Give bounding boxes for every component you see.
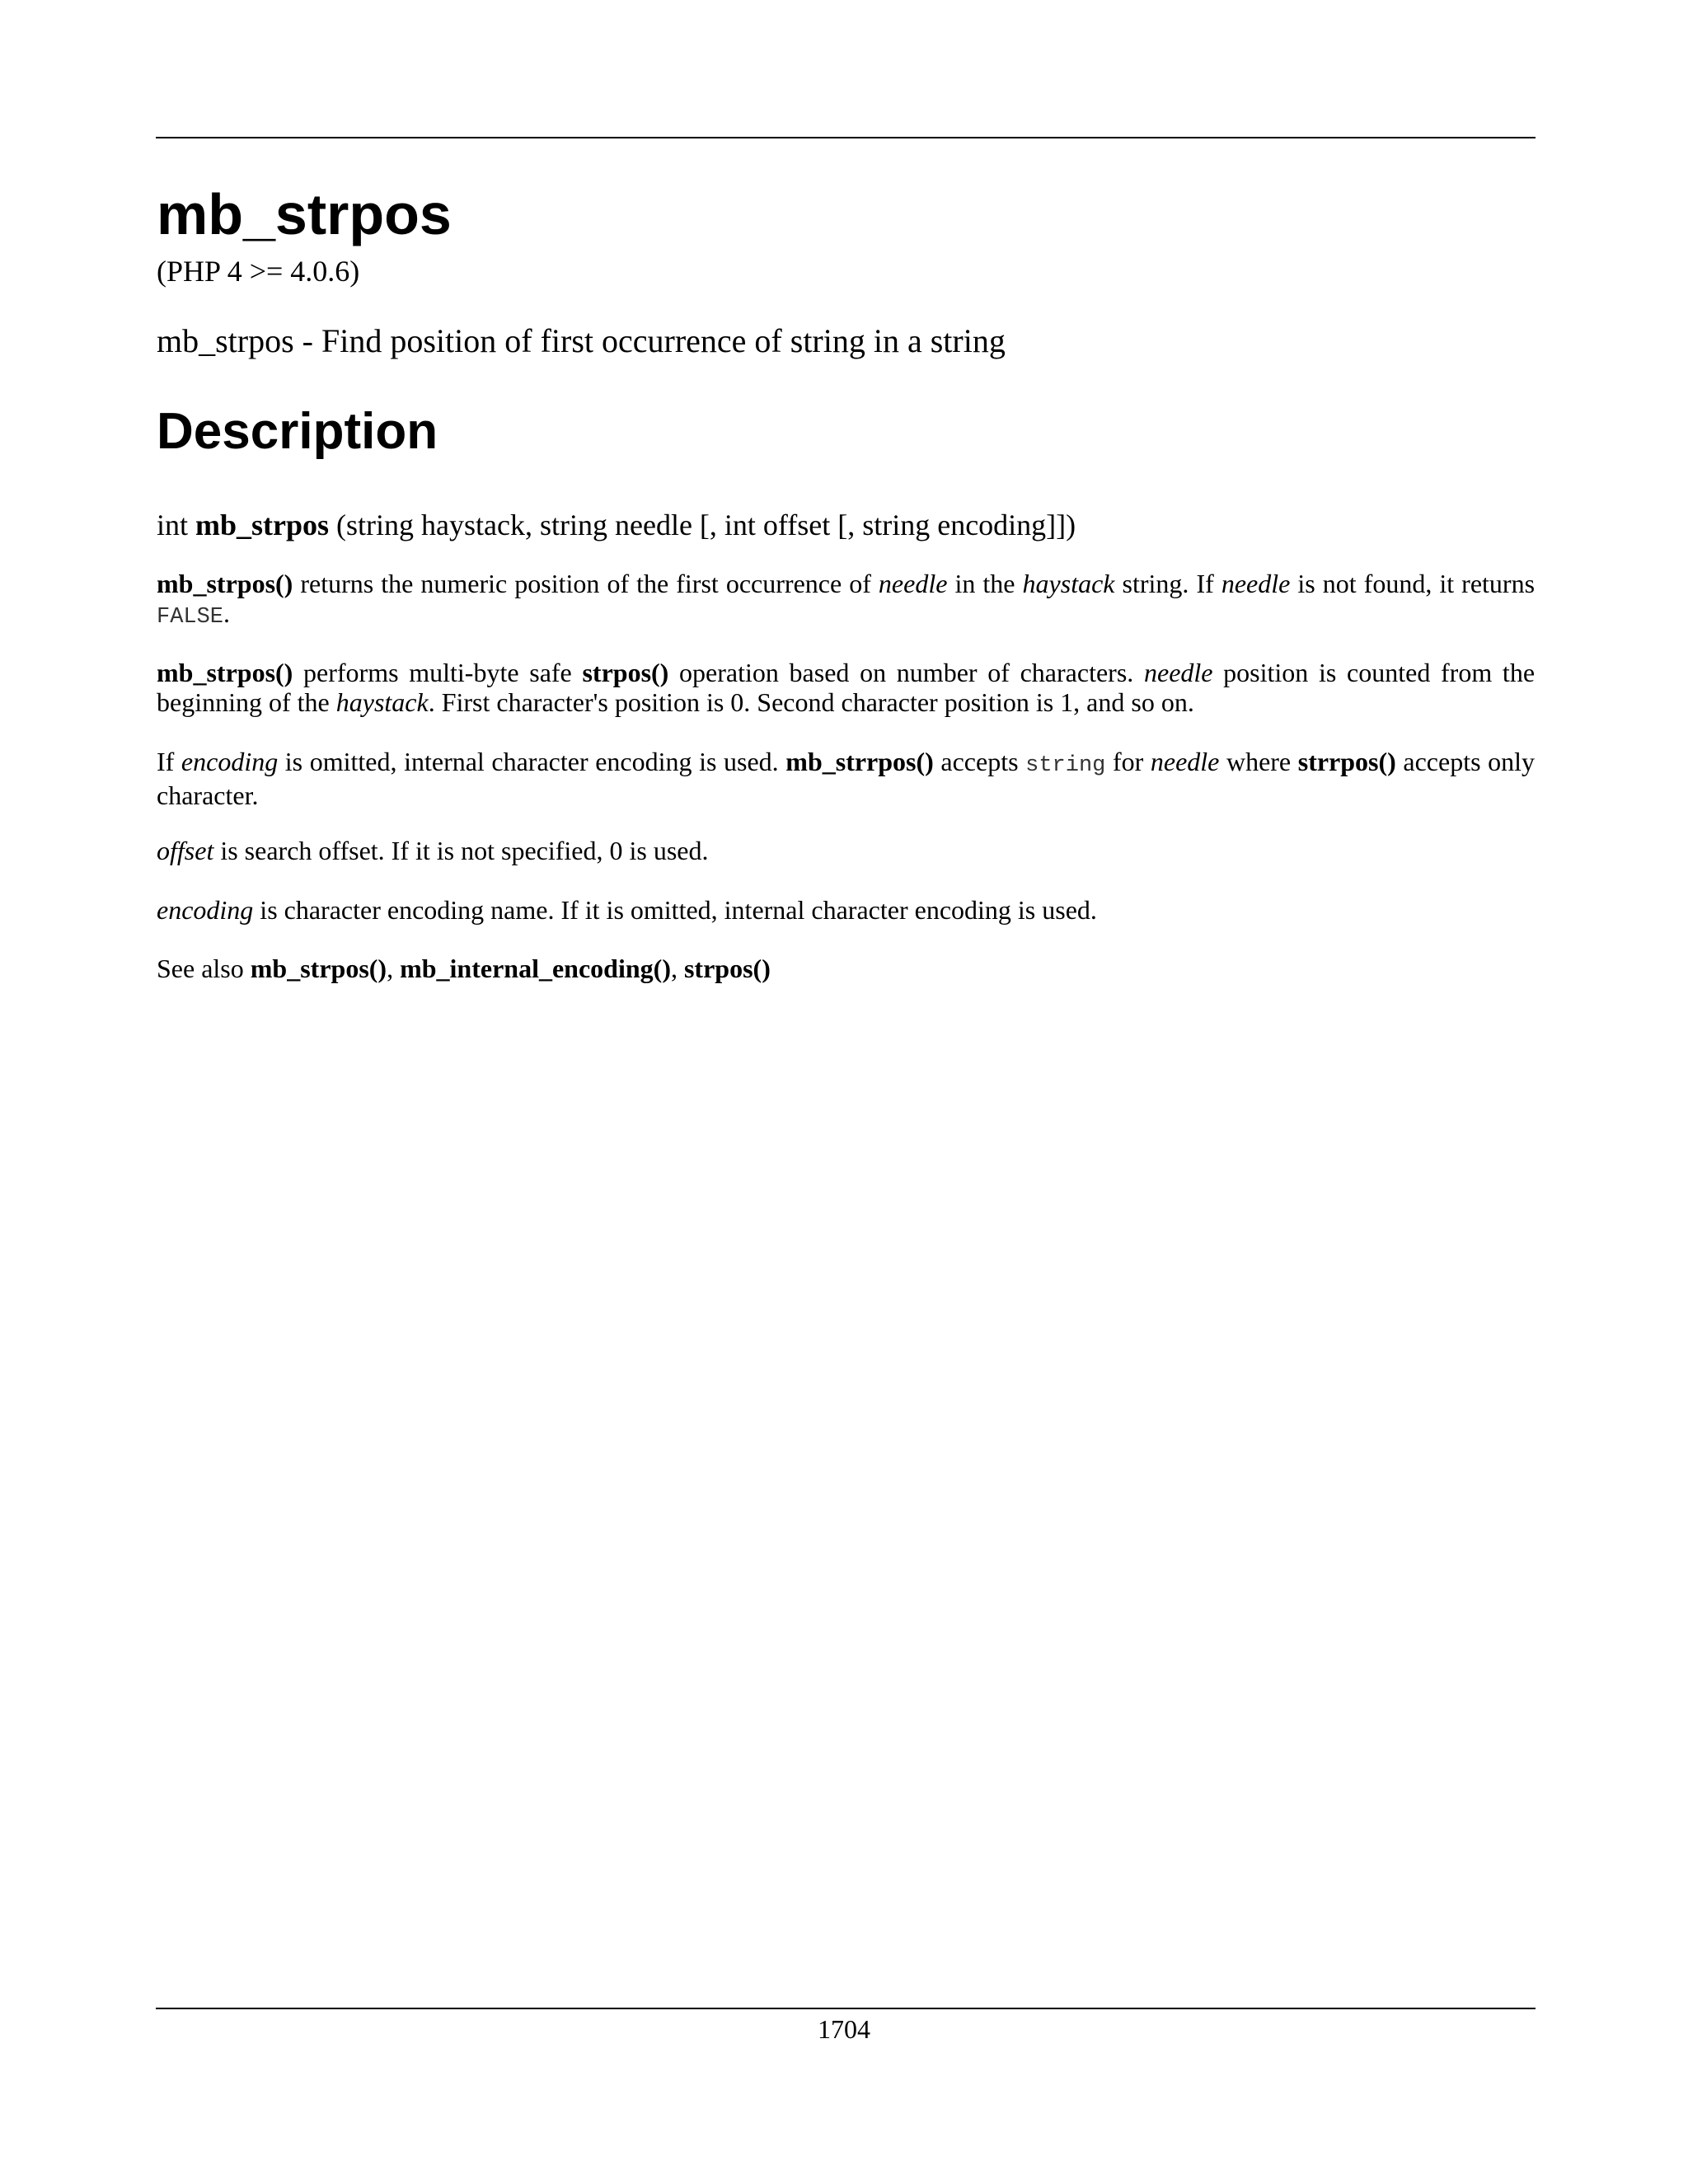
header-rule bbox=[156, 137, 1536, 138]
separator: , bbox=[670, 954, 684, 983]
text-run: for bbox=[1105, 747, 1151, 776]
text-run: where bbox=[1219, 747, 1298, 776]
text-run: . First character's position is 0. Second character position is 1, and so on. bbox=[428, 687, 1194, 717]
function-ref: strrpos() bbox=[1297, 747, 1396, 776]
param-ref: needle bbox=[1143, 658, 1213, 687]
param-ref: offset bbox=[157, 836, 214, 865]
function-name: mb_strpos bbox=[195, 509, 330, 541]
text-run: operation based on number of characters. bbox=[668, 658, 1144, 687]
paragraph-returns bbox=[157, 569, 1535, 632]
page-title: mb_strpos bbox=[157, 182, 452, 246]
separator: , bbox=[387, 954, 401, 983]
paragraph-multibyte bbox=[157, 658, 1535, 717]
type-string: string bbox=[1025, 753, 1106, 778]
text-run: in the bbox=[947, 569, 1023, 598]
paragraph-see-also bbox=[157, 954, 1535, 983]
text-run: string. If bbox=[1114, 569, 1221, 598]
constant-false: FALSE bbox=[157, 605, 224, 630]
text-run: is character encoding name. If it is omitted, internal character encoding is used. bbox=[253, 895, 1097, 925]
function-synopsis bbox=[157, 508, 1535, 543]
function-params: (string haystack, string needle [, int offset [, string encoding]]) bbox=[329, 509, 1076, 541]
text-run: If bbox=[157, 747, 181, 776]
page-number: 1704 bbox=[818, 2014, 870, 2044]
param-ref: needle bbox=[1221, 569, 1291, 598]
paragraph-offset bbox=[157, 836, 1535, 865]
param-ref: needle bbox=[1150, 747, 1220, 776]
text-run: accepts bbox=[933, 747, 1026, 776]
text-run: . bbox=[223, 598, 231, 628]
text-run: See also bbox=[157, 954, 251, 983]
param-ref: encoding bbox=[157, 895, 254, 925]
text-run: performs multi-byte safe bbox=[293, 658, 583, 687]
param-ref: needle bbox=[878, 569, 948, 598]
text-run: position is counted from the beginning of the bbox=[157, 658, 1536, 717]
param-ref: haystack bbox=[1022, 569, 1115, 598]
paragraph-encoding-omitted bbox=[157, 747, 1535, 810]
footer-rule bbox=[156, 2008, 1536, 2009]
see-also-link-strpos[interactable]: strpos() bbox=[683, 954, 771, 983]
text-run: is not found, it returns bbox=[1290, 569, 1536, 598]
text-run: is omitted, internal character encoding is used. bbox=[278, 747, 786, 776]
return-type: int bbox=[157, 509, 196, 541]
function-ref: mb_strpos() bbox=[157, 658, 293, 687]
see-also-link-mb-strpos[interactable]: mb_strpos() bbox=[250, 954, 387, 983]
function-ref: mb_strpos() bbox=[157, 569, 293, 598]
param-ref: encoding bbox=[181, 747, 279, 776]
text-run: is search offset. If it is not specified, 0 is used. bbox=[213, 836, 709, 865]
paragraph-encoding bbox=[157, 895, 1535, 925]
section-heading-description: Description bbox=[157, 403, 438, 460]
function-ref: mb_strrpos() bbox=[785, 747, 934, 776]
text-run: returns the numeric position of the first occurrence of bbox=[293, 569, 879, 598]
text-run: accepts only character. bbox=[157, 747, 1536, 810]
version-info: (PHP 4 >= 4.0.6) bbox=[157, 255, 360, 288]
param-ref: haystack bbox=[335, 687, 429, 717]
function-ref: strpos() bbox=[582, 658, 669, 687]
ref-purpose: mb_strpos - Find position of first occurrence of string in a string bbox=[157, 322, 1006, 359]
see-also-link-mb-internal-encoding[interactable]: mb_internal_encoding() bbox=[400, 954, 671, 983]
